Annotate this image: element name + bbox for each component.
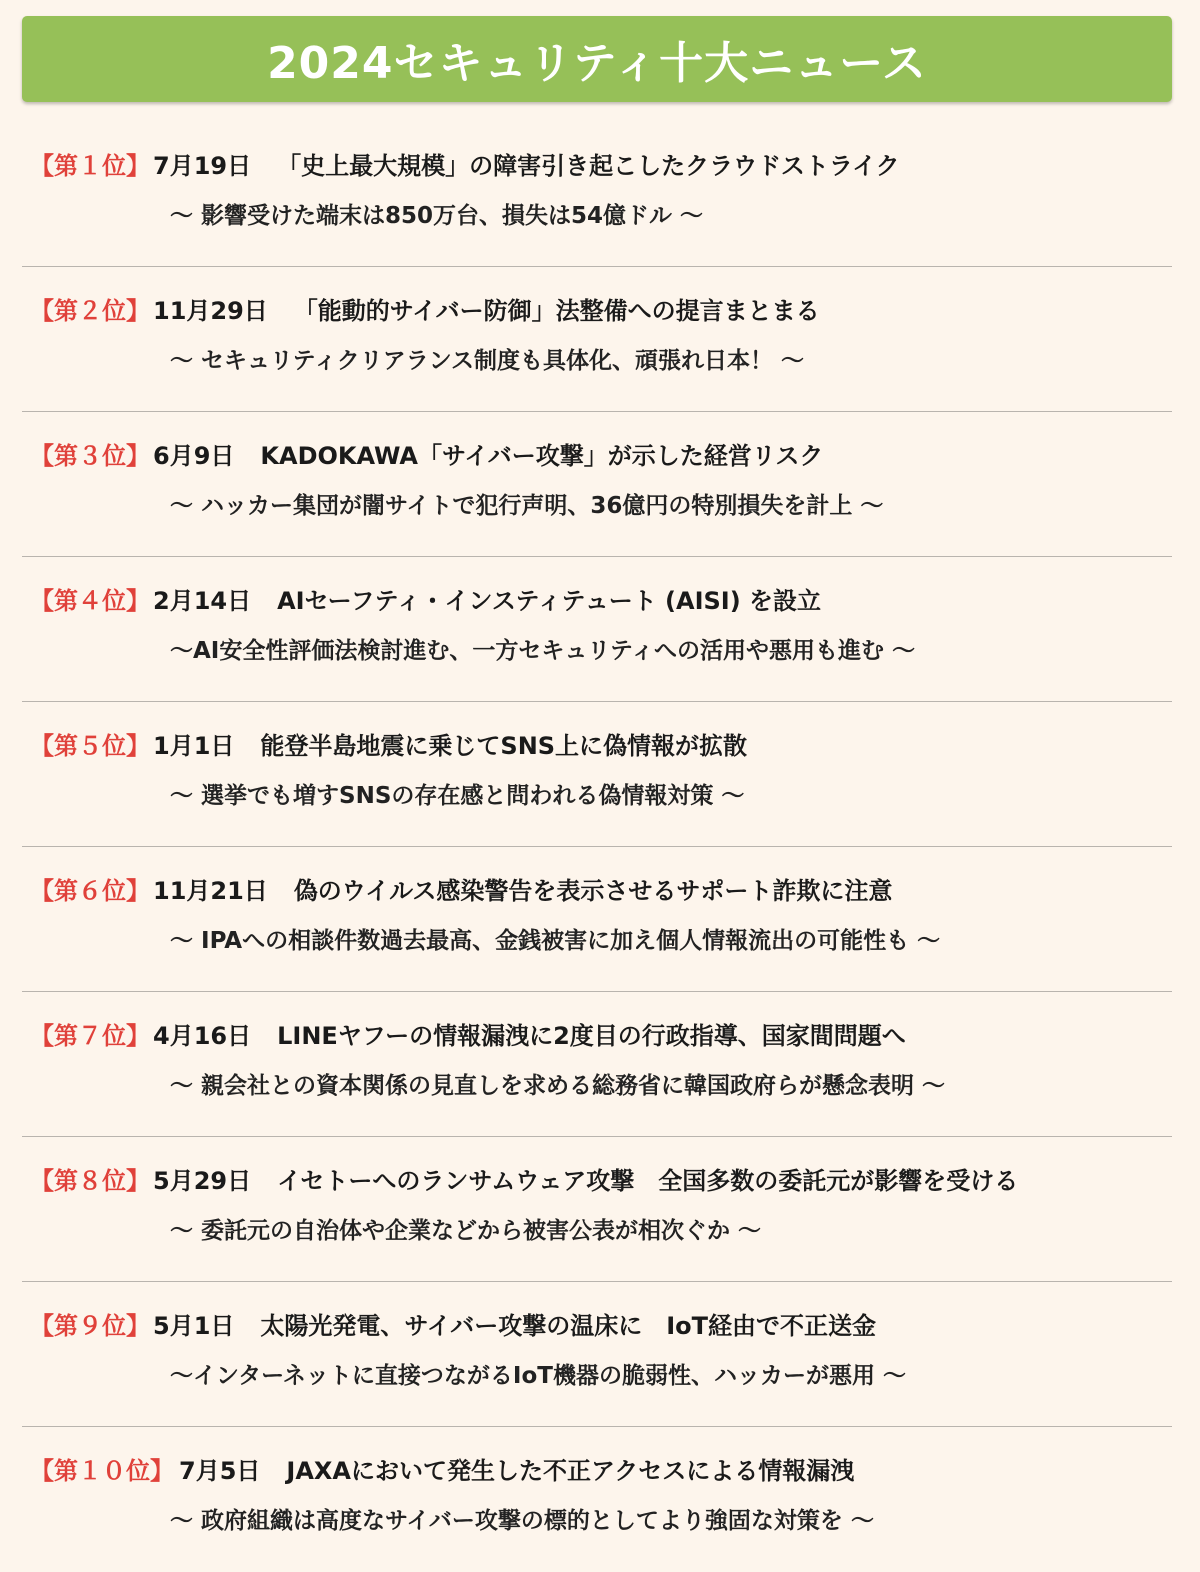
news-title: JAXAにおいて発生した不正アクセスによる情報漏洩	[286, 1457, 855, 1485]
rank-label: 【第５位】	[30, 732, 150, 760]
news-date: 5月1日	[153, 1312, 235, 1340]
rank-label: 【第９位】	[30, 1312, 150, 1340]
news-subtitle: ～AI安全性評価法検討進む、一方セキュリティへの活用や悪用も進む ～	[170, 638, 916, 664]
news-item-7	[22, 992, 1172, 1137]
news-title: 「能動的サイバー防御」法整備への提言まとまる	[293, 297, 820, 325]
news-date: 11月29日	[153, 297, 268, 325]
news-headline	[30, 730, 747, 762]
news-item-4	[22, 557, 1172, 702]
news-subtitle: ～ セキュリティクリアランス制度も具体化、頑張れ日本！ ～	[170, 348, 805, 374]
news-title: イセトーへのランサムウェア攻撃 全国多数の委託元が影響を受ける	[277, 1167, 1019, 1195]
news-item-10	[22, 1427, 1172, 1572]
rank-label: 【第２位】	[30, 297, 150, 325]
news-item-3	[22, 412, 1172, 557]
news-headline	[30, 585, 821, 617]
rank-label: 【第７位】	[30, 1022, 150, 1050]
news-title: 能登半島地震に乗じてSNS上に偽情報が拡散	[260, 732, 748, 760]
news-date: 7月19日	[153, 152, 252, 180]
rank-label: 【第６位】	[30, 877, 150, 905]
news-headline	[30, 875, 892, 907]
news-title: 偽のウイルス感染警告を表示させるサポート詐欺に注意	[293, 877, 893, 905]
news-title: 太陽光発電、サイバー攻撃の温床に IoT経由で不正送金	[260, 1312, 877, 1340]
news-item-2	[22, 267, 1172, 412]
news-title: AIセーフティ・インスティテュート (AISI) を設立	[277, 587, 822, 615]
news-subtitle: ～ 政府組織は高度なサイバー攻撃の標的としてより強固な対策を ～	[170, 1508, 874, 1534]
title-banner	[22, 16, 1172, 102]
news-headline	[30, 1455, 854, 1487]
news-subtitle: ～ 親会社との資本関係の見直しを求める総務省に韓国政府らが懸念表明 ～	[170, 1073, 946, 1099]
news-item-9	[22, 1282, 1172, 1427]
rank-label: 【第３位】	[30, 442, 150, 470]
news-subtitle: ～ 選挙でも増すSNSの存在感と問われる偽情報対策 ～	[170, 783, 745, 809]
news-date: 6月9日	[153, 442, 235, 470]
news-date: 1月1日	[153, 732, 235, 760]
rank-label: 【第４位】	[30, 587, 150, 615]
news-title: KADOKAWA「サイバー攻撃」が示した経営リスク	[260, 442, 824, 470]
news-headline	[30, 1165, 1018, 1197]
news-item-6	[22, 847, 1172, 992]
news-subtitle: ～ 影響受けた端末は850万台、損失は54億ドル ～	[170, 203, 704, 229]
news-subtitle: ～ IPAへの相談件数過去最高、金銭被害に加え個人情報流出の可能性も ～	[170, 928, 941, 954]
news-headline	[30, 440, 823, 472]
rank-label: 【第１０位】	[30, 1457, 174, 1485]
news-headline	[30, 1310, 876, 1342]
news-subtitle: ～インターネットに直接つながるIoT機器の脆弱性、ハッカーが悪用 ～	[170, 1363, 906, 1389]
news-subtitle: ～ ハッカー集団が闇サイトで犯行声明、36億円の特別損失を計上 ～	[170, 493, 884, 519]
news-item-1	[22, 122, 1172, 267]
news-date: 11月21日	[153, 877, 268, 905]
rank-label: 【第８位】	[30, 1167, 150, 1195]
news-date: 2月14日	[153, 587, 252, 615]
news-list	[22, 122, 1172, 1572]
rank-label: 【第１位】	[30, 152, 150, 180]
news-item-5	[22, 702, 1172, 847]
news-headline	[30, 295, 820, 327]
news-date: 5月29日	[153, 1167, 252, 1195]
news-date: 7月5日	[179, 1457, 261, 1485]
news-title: LINEヤフーの情報漏洩に2度目の行政指導、国家間問題へ	[277, 1022, 906, 1050]
news-headline	[30, 150, 900, 182]
news-date: 4月16日	[153, 1022, 252, 1050]
news-headline	[30, 1020, 906, 1052]
news-title: 「史上最大規模」の障害引き起こしたクラウドストライク	[277, 152, 900, 180]
news-subtitle: ～ 委託元の自治体や企業などから被害公表が相次ぐか ～	[170, 1218, 762, 1244]
news-item-8	[22, 1137, 1172, 1282]
page-title: 2024セキュリティ十大ニュース	[267, 38, 927, 89]
